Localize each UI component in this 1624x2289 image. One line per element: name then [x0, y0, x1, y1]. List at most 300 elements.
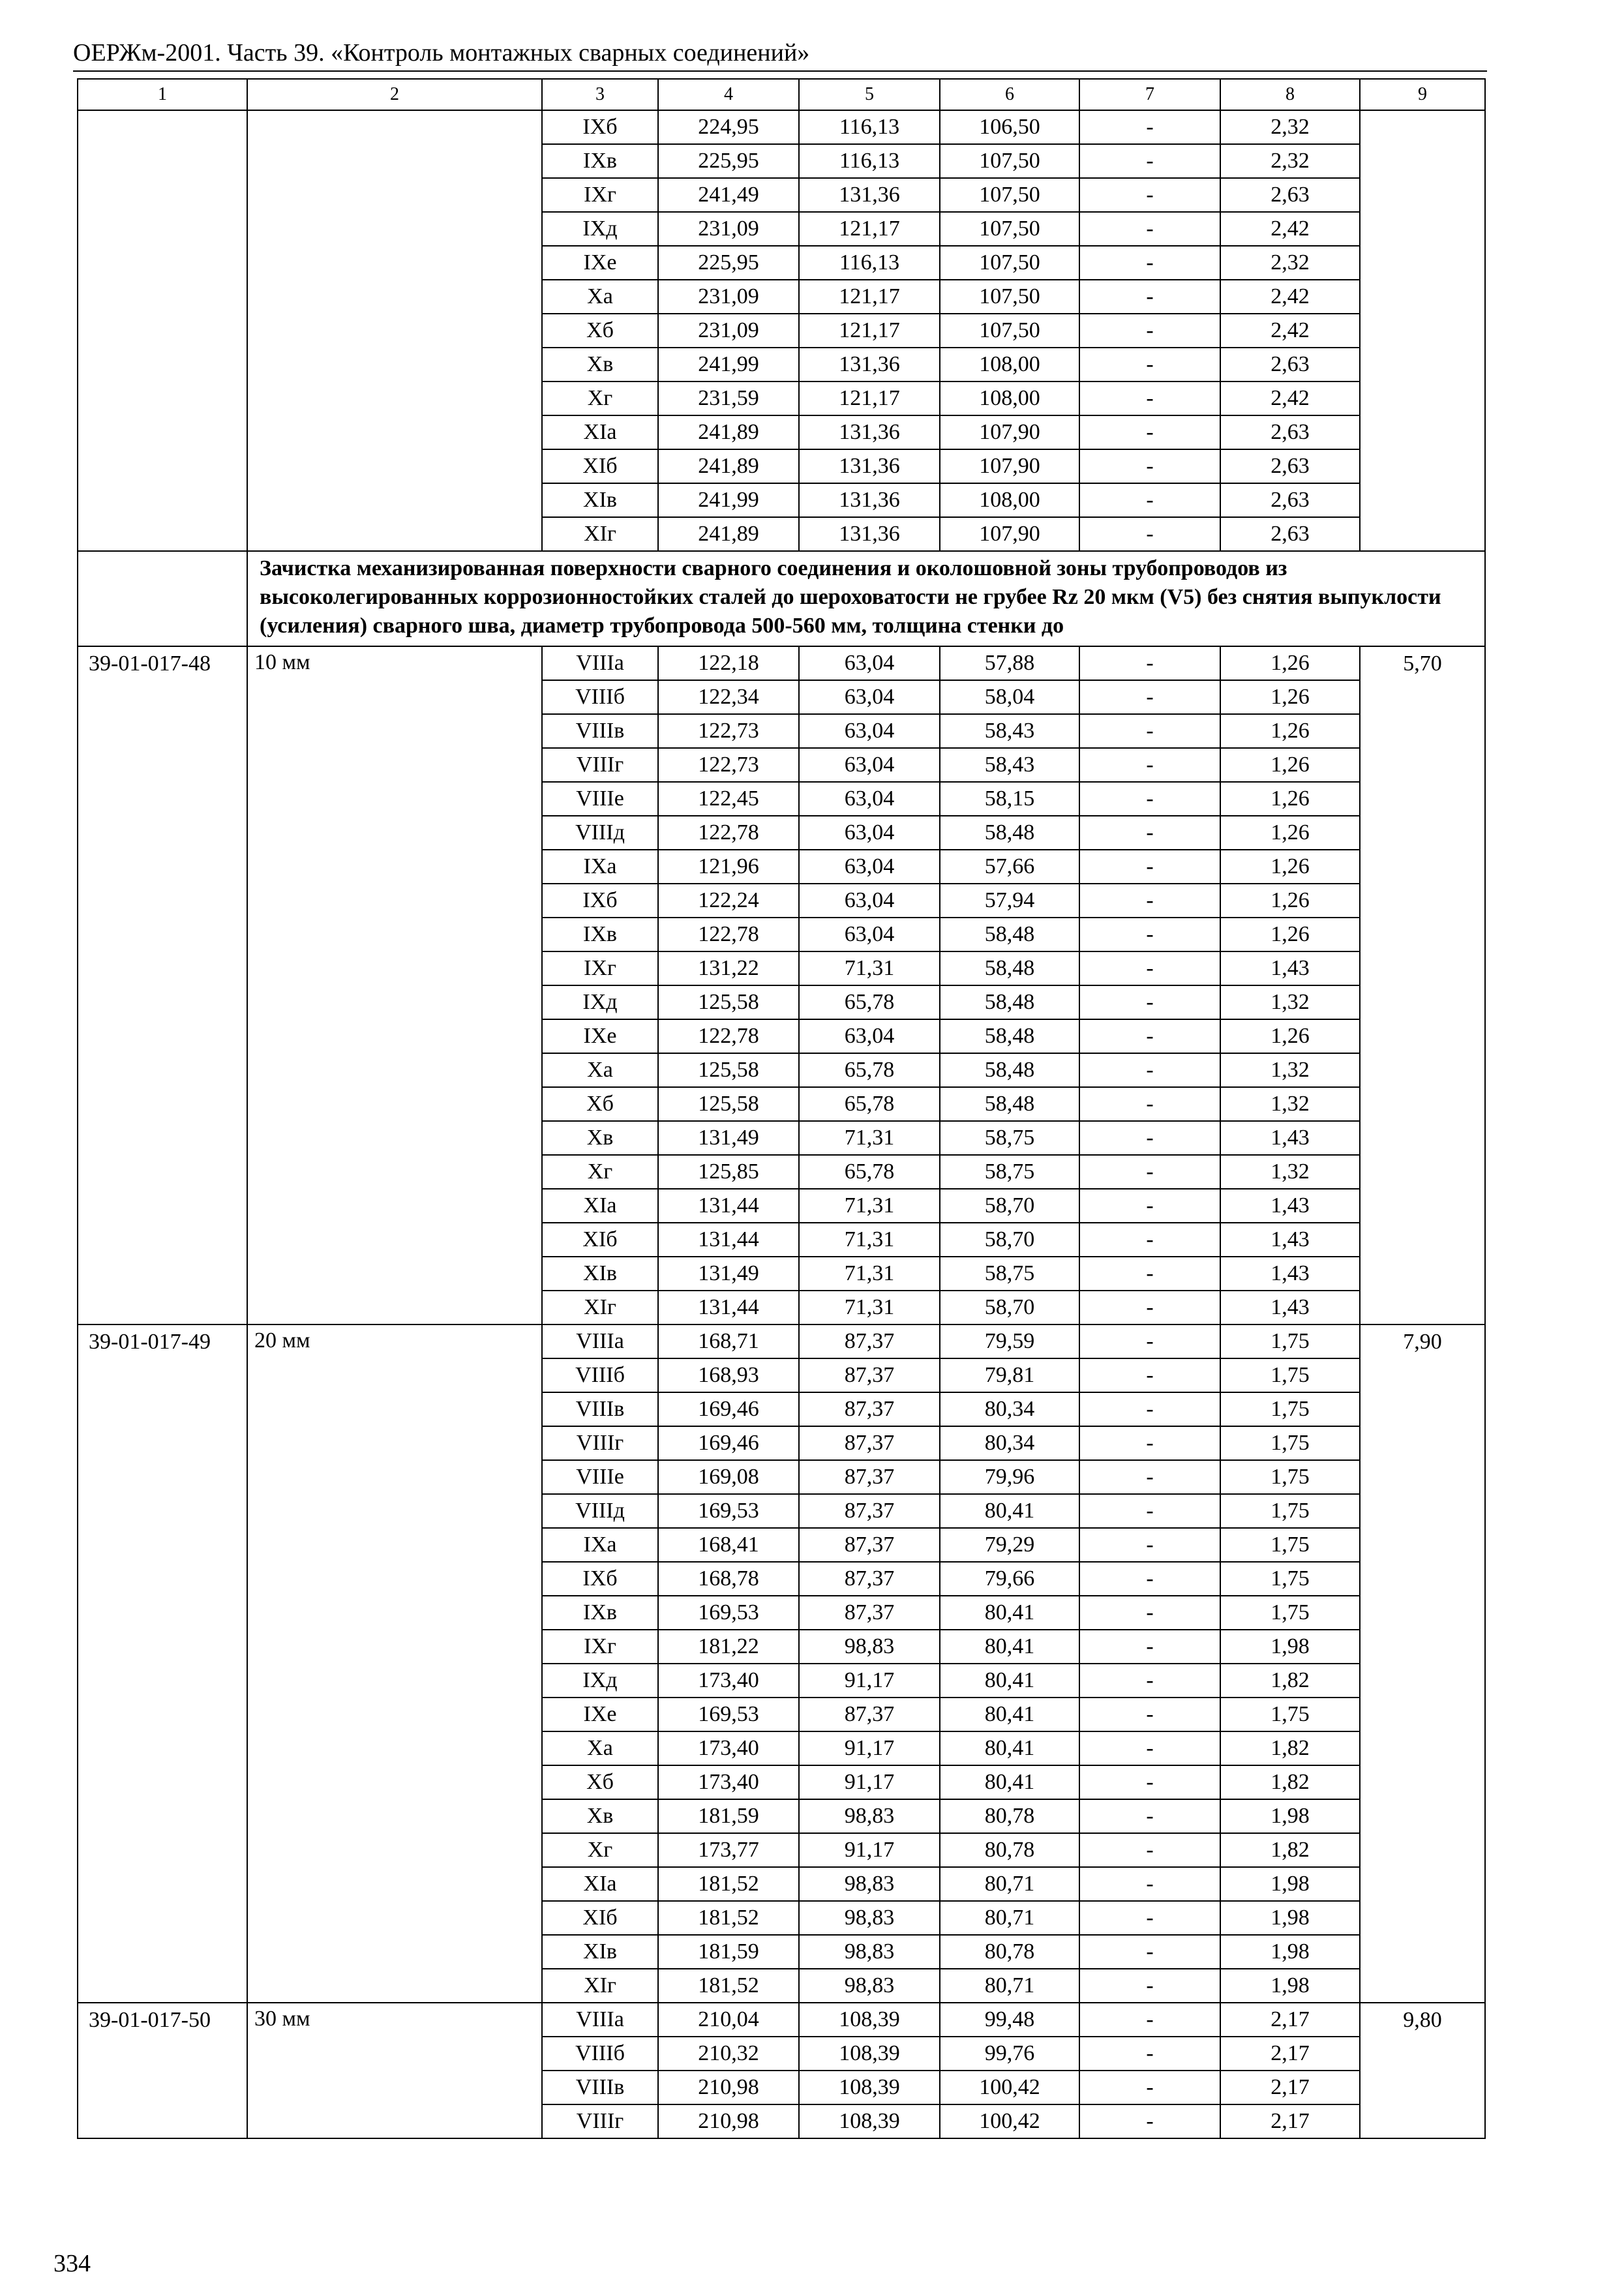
table-cell: 63,04	[799, 680, 940, 714]
table-cell: 58,43	[940, 748, 1079, 782]
table-cell: -	[1079, 1460, 1220, 1494]
table-cell: VIIIа	[542, 646, 658, 680]
table-cell: 122,45	[658, 782, 799, 816]
table-cell: 108,00	[940, 382, 1079, 415]
table-cell: 2,32	[1220, 144, 1360, 178]
empty-cell	[1360, 110, 1485, 551]
table-cell: -	[1079, 449, 1220, 483]
table-cell: 107,50	[940, 280, 1079, 314]
table-cell: 125,85	[658, 1155, 799, 1189]
table-cell: IXа	[542, 1528, 658, 1562]
table-cell: XIб	[542, 1901, 658, 1935]
table-cell: 2,17	[1220, 2071, 1360, 2104]
table-cell: XIа	[542, 415, 658, 449]
table-cell: -	[1079, 1223, 1220, 1257]
table-cell: 80,71	[940, 1901, 1079, 1935]
table-cell: -	[1079, 382, 1220, 415]
table-cell: 99,76	[940, 2037, 1079, 2071]
column-number-row	[78, 79, 1485, 110]
table-cell: 1,75	[1220, 1528, 1360, 1562]
table-cell: 57,94	[940, 884, 1079, 918]
table-cell: 168,71	[658, 1324, 799, 1358]
table-cell: 2,42	[1220, 280, 1360, 314]
table-cell: 2,17	[1220, 2104, 1360, 2138]
table-cell: -	[1079, 1019, 1220, 1053]
table-cell: 87,37	[799, 1392, 940, 1426]
rate-code: 39-01-017-48	[78, 646, 247, 1324]
table-cell: -	[1079, 1833, 1220, 1867]
table-cell: -	[1079, 918, 1220, 951]
table-cell: 1,32	[1220, 1053, 1360, 1087]
column-number: 8	[1220, 79, 1360, 110]
table-cell: VIIIе	[542, 1460, 658, 1494]
table-cell: 121,17	[799, 280, 940, 314]
table-cell: 1,32	[1220, 985, 1360, 1019]
table-cell: XIб	[542, 449, 658, 483]
table-cell: Xв	[542, 348, 658, 382]
table-cell: -	[1079, 1494, 1220, 1528]
table-cell: 58,04	[940, 680, 1079, 714]
table-cell: 87,37	[799, 1324, 940, 1358]
table-cell: 87,37	[799, 1562, 940, 1596]
table-cell: VIIIб	[542, 1358, 658, 1392]
wall-thickness: 20 мм	[247, 1324, 542, 2003]
table-cell: 80,78	[940, 1935, 1079, 1969]
table-cell: 169,46	[658, 1392, 799, 1426]
materials-price: 7,90	[1360, 1324, 1485, 2003]
table-cell: 63,04	[799, 850, 940, 884]
column-number: 4	[658, 79, 799, 110]
table-cell: 121,17	[799, 382, 940, 415]
table-cell: 1,43	[1220, 1291, 1360, 1324]
table-cell: 1,26	[1220, 918, 1360, 951]
table-cell: IXа	[542, 850, 658, 884]
table-cell: VIIIв	[542, 2071, 658, 2104]
table-cell: -	[1079, 951, 1220, 985]
table-cell: Xа	[542, 1731, 658, 1765]
table-cell: 131,22	[658, 951, 799, 985]
table-cell: 108,39	[799, 2071, 940, 2104]
table-cell: 2,32	[1220, 110, 1360, 144]
table-cell: 80,71	[940, 1867, 1079, 1901]
table-row	[78, 646, 1485, 680]
table-cell: Xб	[542, 1087, 658, 1121]
table-cell: -	[1079, 1901, 1220, 1935]
column-number: 6	[940, 79, 1079, 110]
table-cell: 131,36	[799, 348, 940, 382]
table-cell: VIIIе	[542, 782, 658, 816]
table-cell: 173,40	[658, 1664, 799, 1698]
table-cell: -	[1079, 1155, 1220, 1189]
table-cell: 107,50	[940, 178, 1079, 212]
table-cell: 58,75	[940, 1155, 1079, 1189]
table-cell: 1,75	[1220, 1698, 1360, 1731]
table-cell: -	[1079, 1765, 1220, 1799]
table-cell: 58,48	[940, 1053, 1079, 1087]
rate-code: 39-01-017-49	[78, 1324, 247, 2003]
table-cell: IXб	[542, 884, 658, 918]
table-cell: 98,83	[799, 1630, 940, 1664]
table-cell: IXд	[542, 212, 658, 246]
table-cell: -	[1079, 1969, 1220, 2003]
table-cell: -	[1079, 1392, 1220, 1426]
table-cell: XIг	[542, 517, 658, 551]
table-cell: XIг	[542, 1969, 658, 2003]
table-cell: 131,44	[658, 1223, 799, 1257]
table-cell: -	[1079, 2003, 1220, 2037]
table-cell: 131,49	[658, 1121, 799, 1155]
table-cell: -	[1079, 985, 1220, 1019]
table-cell: 91,17	[799, 1731, 940, 1765]
table-cell: IXб	[542, 110, 658, 144]
table-cell: -	[1079, 1121, 1220, 1155]
table-cell: Xа	[542, 1053, 658, 1087]
table-cell: 71,31	[799, 1223, 940, 1257]
table-cell: 80,41	[940, 1494, 1079, 1528]
table-cell: 231,09	[658, 280, 799, 314]
table-row	[78, 1324, 1485, 1358]
table-cell: -	[1079, 110, 1220, 144]
table-cell: 1,82	[1220, 1731, 1360, 1765]
table-cell: -	[1079, 1596, 1220, 1630]
table-cell: 122,78	[658, 816, 799, 850]
table-cell: 65,78	[799, 1053, 940, 1087]
table-cell: -	[1079, 1528, 1220, 1562]
table-cell: 231,09	[658, 212, 799, 246]
table-cell: XIг	[542, 1291, 658, 1324]
table-cell: 58,48	[940, 816, 1079, 850]
table-cell: 91,17	[799, 1664, 940, 1698]
table-cell: Xб	[542, 1765, 658, 1799]
table-cell: 58,48	[940, 951, 1079, 985]
table-cell: 210,04	[658, 2003, 799, 2037]
table-cell: 241,89	[658, 449, 799, 483]
table-cell: 122,34	[658, 680, 799, 714]
table-cell: 108,00	[940, 348, 1079, 382]
table-cell: VIIIб	[542, 680, 658, 714]
table-cell: 108,39	[799, 2104, 940, 2138]
table-cell: 58,48	[940, 985, 1079, 1019]
table-cell: 125,58	[658, 985, 799, 1019]
table-cell: 71,31	[799, 951, 940, 985]
header-rule	[73, 70, 1487, 72]
table-cell: 116,13	[799, 110, 940, 144]
table-cell: 116,13	[799, 246, 940, 280]
table-cell: 100,42	[940, 2071, 1079, 2104]
table-cell: VIIIа	[542, 2003, 658, 2037]
table-cell: 107,90	[940, 415, 1079, 449]
table-cell: -	[1079, 178, 1220, 212]
table-cell: 57,88	[940, 646, 1079, 680]
table-body	[78, 79, 1485, 2138]
table-cell: -	[1079, 1935, 1220, 1969]
table-cell: -	[1079, 816, 1220, 850]
table-cell: -	[1079, 1189, 1220, 1223]
materials-price: 5,70	[1360, 646, 1485, 1324]
table-cell: XIа	[542, 1189, 658, 1223]
table-cell: 80,41	[940, 1731, 1079, 1765]
table-cell: 80,41	[940, 1664, 1079, 1698]
table-cell: 131,44	[658, 1189, 799, 1223]
column-number: 7	[1079, 79, 1220, 110]
table-cell: 80,41	[940, 1596, 1079, 1630]
column-number: 2	[247, 79, 542, 110]
table-cell: 63,04	[799, 646, 940, 680]
table-cell: 2,42	[1220, 212, 1360, 246]
table-cell: 1,26	[1220, 714, 1360, 748]
table-cell: 58,75	[940, 1257, 1079, 1291]
table-cell: IXв	[542, 144, 658, 178]
table-cell: 57,66	[940, 850, 1079, 884]
table-cell: 91,17	[799, 1833, 940, 1867]
table-cell: 122,78	[658, 1019, 799, 1053]
table-cell: -	[1079, 314, 1220, 348]
table-cell: IXв	[542, 1596, 658, 1630]
table-cell: 181,52	[658, 1867, 799, 1901]
table-cell: 1,98	[1220, 1867, 1360, 1901]
table-cell: 1,26	[1220, 1019, 1360, 1053]
table-cell: 1,98	[1220, 1935, 1360, 1969]
table-cell: 63,04	[799, 1019, 940, 1053]
table-cell: 58,70	[940, 1291, 1079, 1324]
rate-code: 39-01-017-50	[78, 2003, 247, 2138]
table-cell: 169,53	[658, 1698, 799, 1731]
table-cell: -	[1079, 1291, 1220, 1324]
table-cell: Xг	[542, 382, 658, 415]
table-cell: 98,83	[799, 1969, 940, 2003]
table-cell: XIв	[542, 483, 658, 517]
table-cell: VIIIа	[542, 1324, 658, 1358]
table-cell: 169,08	[658, 1460, 799, 1494]
table-cell: 241,99	[658, 483, 799, 517]
table-cell: -	[1079, 1087, 1220, 1121]
table-cell: 87,37	[799, 1358, 940, 1392]
table-cell: 98,83	[799, 1901, 940, 1935]
table-cell: 87,37	[799, 1460, 940, 1494]
table-cell: Xа	[542, 280, 658, 314]
table-cell: 1,26	[1220, 680, 1360, 714]
table-cell: 80,41	[940, 1765, 1079, 1799]
table-cell: 1,26	[1220, 782, 1360, 816]
table-cell: 1,75	[1220, 1460, 1360, 1494]
table-cell: -	[1079, 1324, 1220, 1358]
table-cell: 241,89	[658, 517, 799, 551]
table-cell: -	[1079, 1664, 1220, 1698]
table-cell: 79,81	[940, 1358, 1079, 1392]
table-cell: 107,50	[940, 144, 1079, 178]
table-cell: 168,93	[658, 1358, 799, 1392]
table-cell: 224,95	[658, 110, 799, 144]
table-cell: -	[1079, 1698, 1220, 1731]
table-cell: 63,04	[799, 884, 940, 918]
table-cell: -	[1079, 2037, 1220, 2071]
table-cell: 87,37	[799, 1698, 940, 1731]
table-cell: -	[1079, 714, 1220, 748]
table-cell: 2,17	[1220, 2037, 1360, 2071]
empty-cell	[247, 110, 542, 551]
table-cell: 80,34	[940, 1426, 1079, 1460]
table-cell: 210,32	[658, 2037, 799, 2071]
table-cell: 1,75	[1220, 1392, 1360, 1426]
table-cell: 169,53	[658, 1596, 799, 1630]
table-cell: 80,78	[940, 1799, 1079, 1833]
table-cell: -	[1079, 1358, 1220, 1392]
table-cell: 79,29	[940, 1528, 1079, 1562]
table-cell: 71,31	[799, 1257, 940, 1291]
table-cell: 91,17	[799, 1765, 940, 1799]
table-cell: Xв	[542, 1799, 658, 1833]
table-cell: 2,63	[1220, 348, 1360, 382]
table-cell: 1,26	[1220, 850, 1360, 884]
table-cell: 98,83	[799, 1935, 940, 1969]
table-cell: 169,46	[658, 1426, 799, 1460]
table-cell: 131,36	[799, 517, 940, 551]
table-cell: 1,98	[1220, 1630, 1360, 1664]
table-cell: 58,15	[940, 782, 1079, 816]
table-cell: 58,48	[940, 918, 1079, 951]
table-cell: 1,75	[1220, 1324, 1360, 1358]
table-cell: 1,43	[1220, 1223, 1360, 1257]
empty-cell	[78, 551, 247, 646]
table-cell: 108,00	[940, 483, 1079, 517]
table-cell: 2,63	[1220, 415, 1360, 449]
table-cell: 1,75	[1220, 1358, 1360, 1392]
table-cell: 1,43	[1220, 951, 1360, 985]
table-cell: 107,50	[940, 314, 1079, 348]
table-cell: VIIIв	[542, 714, 658, 748]
table-cell: 241,49	[658, 178, 799, 212]
table-cell: 241,89	[658, 415, 799, 449]
table-cell: 63,04	[799, 714, 940, 748]
table-cell: 2,42	[1220, 314, 1360, 348]
table-cell: 2,63	[1220, 449, 1360, 483]
table-cell: 63,04	[799, 782, 940, 816]
table-cell: -	[1079, 884, 1220, 918]
table-cell: 173,77	[658, 1833, 799, 1867]
table-cell: 1,75	[1220, 1494, 1360, 1528]
table-cell: 1,98	[1220, 1969, 1360, 2003]
table-cell: 65,78	[799, 1087, 940, 1121]
table-cell: IXб	[542, 1562, 658, 1596]
table-cell: 65,78	[799, 1155, 940, 1189]
table-row	[78, 110, 1485, 144]
table-cell: -	[1079, 517, 1220, 551]
table-cell: VIIIв	[542, 1392, 658, 1426]
table-cell: 181,22	[658, 1630, 799, 1664]
table-cell: 1,26	[1220, 816, 1360, 850]
table-cell: 225,95	[658, 246, 799, 280]
rates-table	[77, 78, 1486, 2139]
table-cell: 2,63	[1220, 517, 1360, 551]
table-cell: 1,75	[1220, 1562, 1360, 1596]
table-cell: IXд	[542, 985, 658, 1019]
column-number: 1	[78, 79, 247, 110]
table-cell: 1,98	[1220, 1901, 1360, 1935]
table-cell: 87,37	[799, 1426, 940, 1460]
wall-thickness: 30 мм	[247, 2003, 542, 2138]
table-cell: 1,75	[1220, 1426, 1360, 1460]
table-cell: 181,52	[658, 1901, 799, 1935]
table-cell: -	[1079, 348, 1220, 382]
table-cell: 2,63	[1220, 483, 1360, 517]
table-cell: 122,73	[658, 714, 799, 748]
table-cell: Xг	[542, 1155, 658, 1189]
table-cell: 98,83	[799, 1867, 940, 1901]
table-cell: -	[1079, 1867, 1220, 1901]
table-cell: -	[1079, 280, 1220, 314]
empty-cell	[78, 110, 247, 551]
table-cell: 107,90	[940, 449, 1079, 483]
table-cell: 80,41	[940, 1630, 1079, 1664]
table-cell: 168,78	[658, 1562, 799, 1596]
page-header: ОЕРЖм-2001. Часть 39. «Контроль монтажных сварных соединений»	[73, 39, 810, 67]
table-cell: -	[1079, 246, 1220, 280]
table-cell: VIIIд	[542, 1494, 658, 1528]
table-cell: 80,71	[940, 1969, 1079, 2003]
materials-price: 9,80	[1360, 2003, 1485, 2138]
table-cell: 99,48	[940, 2003, 1079, 2037]
table-cell: 131,36	[799, 483, 940, 517]
table-cell: IXе	[542, 1698, 658, 1731]
table-cell: -	[1079, 748, 1220, 782]
table-cell: -	[1079, 2104, 1220, 2138]
table-cell: 71,31	[799, 1291, 940, 1324]
column-number: 5	[799, 79, 940, 110]
table-cell: -	[1079, 212, 1220, 246]
table-cell: 1,82	[1220, 1664, 1360, 1698]
table-cell: 121,96	[658, 850, 799, 884]
table-cell: 58,43	[940, 714, 1079, 748]
table-cell: 63,04	[799, 816, 940, 850]
table-cell: IXе	[542, 246, 658, 280]
table-cell: XIв	[542, 1257, 658, 1291]
table-cell: 63,04	[799, 918, 940, 951]
table-row	[78, 2003, 1485, 2037]
table-cell: 58,70	[940, 1223, 1079, 1257]
table-cell: 65,78	[799, 985, 940, 1019]
table-cell: 116,13	[799, 144, 940, 178]
table-cell: 2,63	[1220, 178, 1360, 212]
table-cell: Xб	[542, 314, 658, 348]
table-cell: 1,43	[1220, 1257, 1360, 1291]
table-cell: 241,99	[658, 348, 799, 382]
table-cell: 1,26	[1220, 748, 1360, 782]
table-cell: -	[1079, 1562, 1220, 1596]
table-cell: VIIIб	[542, 2037, 658, 2071]
table-cell: 1,43	[1220, 1121, 1360, 1155]
table-cell: Xг	[542, 1833, 658, 1867]
table-cell: 1,26	[1220, 646, 1360, 680]
table-cell: 107,50	[940, 246, 1079, 280]
table-cell: 80,78	[940, 1833, 1079, 1867]
table-cell: 106,50	[940, 110, 1079, 144]
table-cell: Xв	[542, 1121, 658, 1155]
table-cell: 122,24	[658, 884, 799, 918]
table-cell: 231,59	[658, 382, 799, 415]
table-cell: 100,42	[940, 2104, 1079, 2138]
table-cell: 122,73	[658, 748, 799, 782]
table-cell: -	[1079, 2071, 1220, 2104]
table-cell: 58,75	[940, 1121, 1079, 1155]
table-cell: -	[1079, 646, 1220, 680]
table-cell: -	[1079, 1426, 1220, 1460]
table-cell: 58,48	[940, 1019, 1079, 1053]
table-cell: 87,37	[799, 1494, 940, 1528]
table-cell: 71,31	[799, 1121, 940, 1155]
table-cell: XIв	[542, 1935, 658, 1969]
table-cell: 168,41	[658, 1528, 799, 1562]
table-cell: 1,82	[1220, 1765, 1360, 1799]
